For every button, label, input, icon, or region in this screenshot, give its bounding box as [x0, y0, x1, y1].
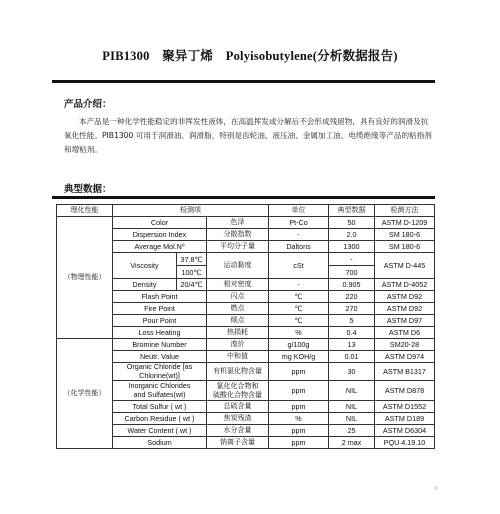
table-row: [57, 303, 435, 315]
cell-typical: 30: [329, 363, 375, 381]
cell-item-cn: 平均分子量: [207, 241, 269, 253]
cell-item-en-line2: and Sulfates(wt): [133, 389, 186, 399]
cell-method: ASTM D-4052: [375, 279, 435, 291]
table-row: [57, 327, 435, 339]
cell-unit: g/100g: [269, 339, 329, 351]
table-row: [57, 229, 435, 241]
cell-condition: 20/4℃: [177, 279, 207, 291]
category-chemical: （化学性能）: [57, 339, 113, 449]
cell-unit: ppm: [269, 381, 329, 401]
title-divider: [52, 80, 435, 83]
cell-item-en: Neutr. Value: [113, 351, 207, 363]
cell-item-cn: 中和值: [207, 351, 269, 363]
cell-item-cn: 燃点: [207, 303, 269, 315]
cell-unit: %: [269, 327, 329, 339]
cell-item-en: Density: [113, 279, 177, 291]
cell-unit: -: [269, 279, 329, 291]
cell-method: ASTM D97: [375, 315, 435, 327]
cell-item-en: Viscosity: [113, 253, 177, 279]
cell-item-en: Bromine Number: [113, 339, 207, 351]
cell-item-cn: 有机氯化物含量: [207, 363, 269, 381]
cell-item-cn: 溴价: [207, 339, 269, 351]
cell-item-cn: 热损耗: [207, 327, 269, 339]
intro-paragraph: 本产品是一种化学性能稳定的非挥发性液体，在高温挥发或分解后不会形成残留物，具有良好的润滑及抗氧化性能。PIB1300 可用于润滑油、润滑脂、特别是齿轮油、液压油、金属加工油、电缆绝缘等产品的粘指剂和增粘剂。: [64, 117, 432, 154]
cell-unit: Daltons: [269, 241, 329, 253]
cell-item-cn: 色泽: [207, 217, 269, 229]
cell-item-en: Carbon Residue ( wt ): [113, 413, 207, 425]
cell-method: SM20-28: [375, 339, 435, 351]
cell-typical: 220: [329, 291, 375, 303]
cell-item-en: Total Sulfur ( wt ): [113, 401, 207, 413]
cell-item-cn: 水分含量: [207, 425, 269, 437]
cell-method: ASTM D974: [375, 351, 435, 363]
cell-item-en: Loss Heating: [113, 327, 207, 339]
cell-item-en: Sodium: [113, 437, 207, 449]
cell-unit: ℃: [269, 303, 329, 315]
cell-unit: -: [269, 229, 329, 241]
cell-item-en: Color: [113, 217, 207, 229]
header-category: 理化性能: [57, 205, 113, 217]
cell-unit: ℃: [269, 315, 329, 327]
cell-typical: NIL: [329, 381, 375, 401]
table-row: [57, 291, 435, 303]
table-row: [57, 401, 435, 413]
cell-item-cn: 倾点: [207, 315, 269, 327]
table-row: [57, 437, 435, 449]
cell-item-cn: 运动黏度: [207, 253, 269, 279]
table-row: [57, 351, 435, 363]
cell-item-en: [113, 381, 207, 401]
cell-method: ASTM D92: [375, 303, 435, 315]
header-item: 检测项: [113, 205, 269, 217]
cell-unit: Pt-Co: [269, 217, 329, 229]
cell-typical: NIL: [329, 413, 375, 425]
cell-item-cn: 总硫含量: [207, 401, 269, 413]
cell-typical: 25: [329, 425, 375, 437]
corner-mark: 0: [434, 486, 438, 492]
header-unit: 单位: [269, 205, 329, 217]
header-typical: 典型数据: [329, 205, 375, 217]
cell-typical: 0.905: [329, 279, 375, 291]
cell-method: ASTM D1552: [375, 401, 435, 413]
cell-unit: ppm: [269, 363, 329, 381]
table-row: [57, 413, 435, 425]
section-divider: [52, 196, 435, 199]
cell-typical: 0.4: [329, 327, 375, 339]
table-row: [57, 425, 435, 437]
cell-typical: 700: [329, 266, 375, 279]
cell-condition: 37.8℃: [177, 253, 207, 266]
cell-unit: mg KOH/g: [269, 351, 329, 363]
cell-method: ASTM D92: [375, 291, 435, 303]
document-title: PIB1300 聚异丁烯 Polyisobutylene(分析数据报告): [102, 49, 398, 63]
cell-typical: 5: [329, 315, 375, 327]
cell-item-en: Pour Point: [113, 315, 207, 327]
cell-item-en: Water Content ( wt ): [113, 425, 207, 437]
cell-unit: cSt: [269, 253, 329, 279]
table-row: [57, 363, 435, 381]
cell-method: ASTM D189: [375, 413, 435, 425]
table-header-row: [57, 205, 435, 217]
cell-unit: %: [269, 413, 329, 425]
cell-method: SM 180-6: [375, 241, 435, 253]
cell-item-en-line1: Inorganic Chlorides: [128, 381, 191, 390]
intro-heading: 产品介绍：: [64, 99, 112, 110]
header-method: 检测方法: [375, 205, 435, 217]
cell-item-cn: [207, 381, 269, 401]
cell-method: ASTM D6304: [375, 425, 435, 437]
cell-item-cn-line2: 硫酸化合物含量: [213, 390, 262, 399]
cell-method: ASTM D-1209: [375, 217, 435, 229]
table-row: [57, 217, 435, 229]
table-row: [57, 381, 435, 401]
cell-typical: 0.01: [329, 351, 375, 363]
cell-item-cn: 焦炭残渣: [207, 413, 269, 425]
cell-item-en: Flash Point: [113, 291, 207, 303]
table-row: [57, 315, 435, 327]
cell-item-cn: 闪点: [207, 291, 269, 303]
cell-method: ASTM D-445: [375, 253, 435, 279]
cell-typical: 270: [329, 303, 375, 315]
cell-item-en: Organic Chloride [as Chlorine(wt)]: [113, 363, 207, 381]
cell-item-en: Average Mol.Nº: [113, 241, 207, 253]
cell-item-en: Dispersion Index: [113, 229, 207, 241]
cell-unit: ppm: [269, 401, 329, 413]
cell-method: SM 180-6: [375, 229, 435, 241]
typical-data-heading: 典型数据：: [64, 184, 112, 195]
cell-item-en: Fire Point: [113, 303, 207, 315]
typical-data-table: [56, 204, 435, 449]
cell-item-cn-line1: 氯化化合物和: [216, 382, 259, 390]
cell-unit: ℃: [269, 291, 329, 303]
cell-method: PQU 4.19.10: [375, 437, 435, 449]
cell-method: ASTM D878: [375, 381, 435, 401]
cell-typical: 13: [329, 339, 375, 351]
cell-item-cn: 分散指数: [207, 229, 269, 241]
cell-typical: 2 max: [329, 437, 375, 449]
category-physical: （物理性能）: [57, 217, 113, 339]
cell-typical: -: [329, 253, 375, 266]
cell-item-cn: 钠离子含量: [207, 437, 269, 449]
table-row: [57, 241, 435, 253]
cell-condition: 100℃: [177, 266, 207, 279]
table-row: [57, 339, 435, 351]
cell-typical: 2.0: [329, 229, 375, 241]
cell-unit: ppm: [269, 437, 329, 449]
cell-item-cn: 相对密度: [207, 279, 269, 291]
cell-method: ASTM D6: [375, 327, 435, 339]
cell-typical: 1300: [329, 241, 375, 253]
table-row: [57, 279, 435, 291]
cell-method: ASTM B1317: [375, 363, 435, 381]
cell-unit: ppm: [269, 425, 329, 437]
table-row: [57, 253, 435, 266]
cell-typical: 50: [329, 217, 375, 229]
cell-typical: NIL: [329, 401, 375, 413]
